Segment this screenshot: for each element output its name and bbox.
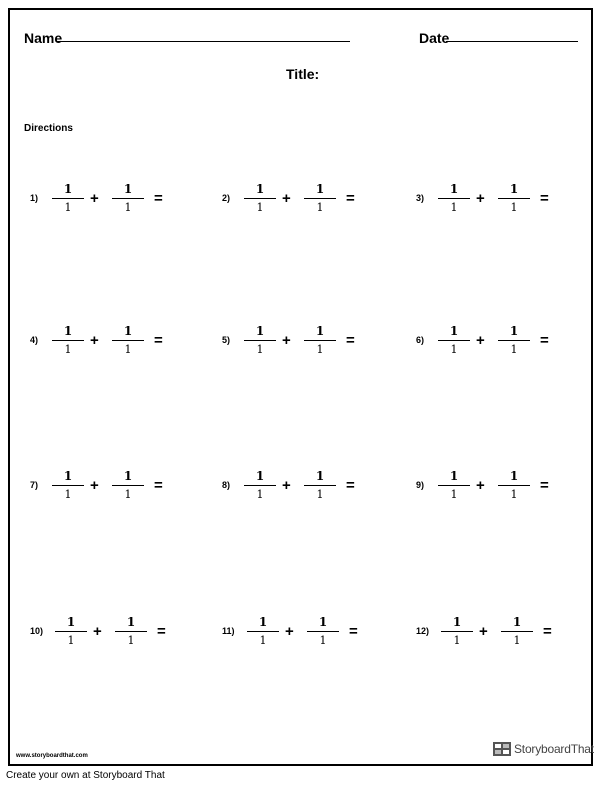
problem-number: 3) bbox=[416, 193, 425, 203]
equals-sign: = bbox=[543, 623, 552, 640]
right-fraction bbox=[112, 469, 144, 502]
right-denominator: 1 bbox=[513, 634, 521, 647]
problem-number: 8) bbox=[222, 480, 231, 490]
right-numerator: 1 bbox=[315, 469, 325, 483]
worksheet-page bbox=[8, 8, 593, 766]
plus-operator: + bbox=[476, 477, 485, 494]
equals-sign: = bbox=[154, 332, 163, 349]
left-denominator: 1 bbox=[64, 343, 72, 356]
name-field-line[interactable] bbox=[56, 41, 350, 42]
equals-sign: = bbox=[540, 477, 549, 494]
plus-operator: + bbox=[93, 623, 102, 640]
left-denominator: 1 bbox=[67, 634, 75, 647]
plus-operator: + bbox=[90, 477, 99, 494]
left-denominator: 1 bbox=[256, 201, 264, 214]
left-numerator: 1 bbox=[258, 615, 268, 629]
fraction-bar bbox=[304, 340, 336, 341]
equals-sign: = bbox=[157, 623, 166, 640]
problem-number: 6) bbox=[416, 335, 425, 345]
left-fraction bbox=[438, 324, 470, 357]
left-denominator: 1 bbox=[259, 634, 267, 647]
right-numerator: 1 bbox=[318, 615, 328, 629]
left-denominator: 1 bbox=[256, 343, 264, 356]
watermark-url: www.storyboardthat.com bbox=[16, 753, 88, 759]
problem-number: 4) bbox=[30, 335, 39, 345]
right-fraction bbox=[498, 324, 530, 357]
left-fraction bbox=[244, 469, 276, 502]
date-field-line[interactable] bbox=[446, 41, 578, 42]
plus-operator: + bbox=[476, 190, 485, 207]
left-numerator: 1 bbox=[255, 469, 265, 483]
equals-sign: = bbox=[349, 623, 358, 640]
right-denominator: 1 bbox=[124, 343, 132, 356]
left-fraction bbox=[441, 615, 473, 648]
right-denominator: 1 bbox=[510, 343, 518, 356]
equals-sign: = bbox=[346, 190, 355, 207]
fraction-bar bbox=[52, 198, 84, 199]
left-numerator: 1 bbox=[449, 182, 459, 196]
left-numerator: 1 bbox=[63, 324, 73, 338]
right-numerator: 1 bbox=[123, 469, 133, 483]
title-label: Title: bbox=[286, 66, 320, 82]
problem-1 bbox=[30, 182, 180, 218]
left-numerator: 1 bbox=[255, 182, 265, 196]
right-denominator: 1 bbox=[316, 343, 324, 356]
fraction-bar bbox=[52, 485, 84, 486]
fraction-bar bbox=[438, 198, 470, 199]
right-numerator: 1 bbox=[315, 182, 325, 196]
fraction-bar bbox=[441, 631, 473, 632]
problem-3 bbox=[416, 182, 566, 218]
fraction-bar bbox=[498, 485, 530, 486]
fraction-bar bbox=[304, 485, 336, 486]
fraction-bar bbox=[501, 631, 533, 632]
left-numerator: 1 bbox=[449, 469, 459, 483]
left-fraction bbox=[244, 324, 276, 357]
right-numerator: 1 bbox=[123, 182, 133, 196]
fraction-bar bbox=[498, 198, 530, 199]
problem-number: 1) bbox=[30, 193, 39, 203]
plus-operator: + bbox=[90, 190, 99, 207]
plus-operator: + bbox=[479, 623, 488, 640]
plus-operator: + bbox=[90, 332, 99, 349]
problem-number: 10) bbox=[30, 626, 44, 636]
fraction-bar bbox=[55, 631, 87, 632]
left-denominator: 1 bbox=[256, 488, 264, 501]
problem-number: 2) bbox=[222, 193, 231, 203]
left-fraction bbox=[438, 182, 470, 215]
storyboard-grid-icon bbox=[493, 742, 511, 756]
problem-9 bbox=[416, 469, 566, 505]
right-numerator: 1 bbox=[509, 324, 519, 338]
fraction-bar bbox=[112, 198, 144, 199]
problem-number: 12) bbox=[416, 626, 430, 636]
right-fraction bbox=[307, 615, 339, 648]
equals-sign: = bbox=[540, 190, 549, 207]
equals-sign: = bbox=[154, 190, 163, 207]
left-numerator: 1 bbox=[449, 324, 459, 338]
fraction-bar bbox=[304, 198, 336, 199]
left-denominator: 1 bbox=[450, 488, 458, 501]
problem-12 bbox=[416, 615, 566, 651]
fraction-bar bbox=[112, 485, 144, 486]
fraction-bar bbox=[498, 340, 530, 341]
right-fraction bbox=[115, 615, 147, 648]
right-denominator: 1 bbox=[319, 634, 327, 647]
logo-wordmark: StoryboardThat bbox=[514, 742, 594, 756]
left-fraction bbox=[52, 182, 84, 215]
problem-5 bbox=[222, 324, 372, 360]
plus-operator: + bbox=[282, 477, 291, 494]
problem-number: 11) bbox=[222, 626, 235, 636]
right-numerator: 1 bbox=[509, 182, 519, 196]
problem-number: 9) bbox=[416, 480, 425, 490]
fraction-bar bbox=[115, 631, 147, 632]
left-fraction bbox=[52, 324, 84, 357]
right-numerator: 1 bbox=[512, 615, 522, 629]
footer-link[interactable]: Create your own at Storyboard That bbox=[6, 770, 165, 781]
equals-sign: = bbox=[540, 332, 549, 349]
left-denominator: 1 bbox=[450, 201, 458, 214]
plus-operator: + bbox=[282, 190, 291, 207]
fraction-bar bbox=[438, 340, 470, 341]
left-denominator: 1 bbox=[453, 634, 461, 647]
right-fraction bbox=[304, 324, 336, 357]
fraction-bar bbox=[112, 340, 144, 341]
right-denominator: 1 bbox=[510, 488, 518, 501]
left-numerator: 1 bbox=[255, 324, 265, 338]
left-fraction bbox=[438, 469, 470, 502]
right-numerator: 1 bbox=[123, 324, 133, 338]
fraction-bar bbox=[247, 631, 279, 632]
problem-number: 7) bbox=[30, 480, 39, 490]
right-fraction bbox=[498, 182, 530, 215]
left-fraction bbox=[247, 615, 279, 648]
name-label: Name bbox=[24, 30, 63, 46]
right-numerator: 1 bbox=[315, 324, 325, 338]
right-denominator: 1 bbox=[510, 201, 518, 214]
left-fraction bbox=[52, 469, 84, 502]
problem-6 bbox=[416, 324, 566, 360]
problem-4 bbox=[30, 324, 180, 360]
right-numerator: 1 bbox=[509, 469, 519, 483]
plus-operator: + bbox=[476, 332, 485, 349]
directions-label: Directions bbox=[24, 123, 73, 134]
left-numerator: 1 bbox=[63, 182, 73, 196]
right-fraction bbox=[498, 469, 530, 502]
plus-operator: + bbox=[282, 332, 291, 349]
fraction-bar bbox=[438, 485, 470, 486]
left-denominator: 1 bbox=[450, 343, 458, 356]
right-denominator: 1 bbox=[316, 201, 324, 214]
problem-7 bbox=[30, 469, 180, 505]
fraction-bar bbox=[52, 340, 84, 341]
problem-8 bbox=[222, 469, 372, 505]
problem-number: 5) bbox=[222, 335, 231, 345]
plus-operator: + bbox=[285, 623, 294, 640]
fraction-bar bbox=[244, 340, 276, 341]
fraction-bar bbox=[307, 631, 339, 632]
right-fraction bbox=[112, 324, 144, 357]
equals-sign: = bbox=[346, 332, 355, 349]
left-denominator: 1 bbox=[64, 201, 72, 214]
right-fraction bbox=[501, 615, 533, 648]
left-fraction bbox=[55, 615, 87, 648]
problem-11 bbox=[222, 615, 372, 651]
right-fraction bbox=[112, 182, 144, 215]
left-numerator: 1 bbox=[66, 615, 76, 629]
fraction-bar bbox=[244, 485, 276, 486]
equals-sign: = bbox=[346, 477, 355, 494]
left-fraction bbox=[244, 182, 276, 215]
right-denominator: 1 bbox=[124, 201, 132, 214]
right-fraction bbox=[304, 469, 336, 502]
right-denominator: 1 bbox=[127, 634, 135, 647]
right-denominator: 1 bbox=[316, 488, 324, 501]
right-denominator: 1 bbox=[124, 488, 132, 501]
problem-2 bbox=[222, 182, 372, 218]
right-numerator: 1 bbox=[126, 615, 136, 629]
fraction-bar bbox=[244, 198, 276, 199]
left-numerator: 1 bbox=[63, 469, 73, 483]
storyboardthat-logo bbox=[493, 742, 594, 756]
left-denominator: 1 bbox=[64, 488, 72, 501]
left-numerator: 1 bbox=[452, 615, 462, 629]
problem-10 bbox=[30, 615, 180, 651]
date-label: Date bbox=[419, 30, 450, 46]
right-fraction bbox=[304, 182, 336, 215]
equals-sign: = bbox=[154, 477, 163, 494]
